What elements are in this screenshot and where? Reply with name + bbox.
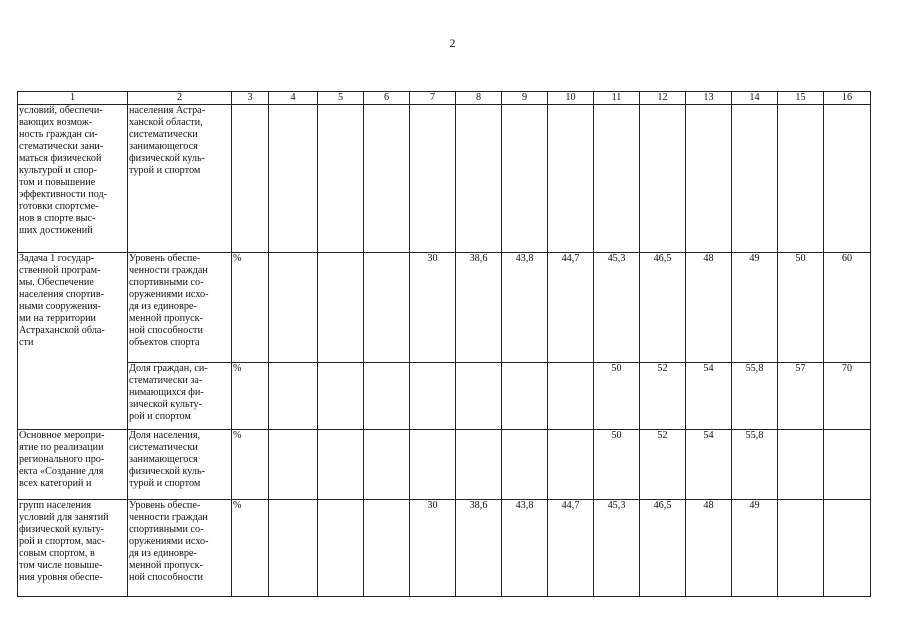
indicators-table	[17, 91, 871, 597]
value-cell	[732, 105, 778, 253]
value-cell	[364, 363, 410, 430]
goal-cell: Основное меропри- ятие по реализации регионального про- екта «Создание для всех категорий и	[18, 430, 128, 500]
value-cell	[364, 430, 410, 500]
value-cell	[364, 253, 410, 363]
indicator-cell: Уровень обеспе- ченности граждан спортивными со- оружениями исхо- дя из единовре- менной пропуск- ной способности объектов спорта	[128, 253, 232, 363]
column-header-11: 11	[594, 92, 640, 105]
value-cell	[456, 105, 502, 253]
goal-cell: Задача 1 государ- ственной програм- мы. Обеспечение населения спортив- ными сооружения- ми на территории Астраханской обла- сти	[18, 253, 128, 430]
value-cell: 57	[778, 363, 824, 430]
value-cell	[548, 363, 594, 430]
table-header-row	[18, 92, 871, 105]
value-cell: 55,8	[732, 430, 778, 500]
value-cell: 45,3	[594, 253, 640, 363]
column-header-3: 3	[232, 92, 269, 105]
column-header-9: 9	[502, 92, 548, 105]
column-header-15: 15	[778, 92, 824, 105]
table-row	[18, 430, 871, 500]
value-cell: 46,5	[640, 253, 686, 363]
value-cell	[778, 430, 824, 500]
value-cell: 52	[640, 363, 686, 430]
column-header-4: 4	[269, 92, 318, 105]
value-cell	[778, 500, 824, 597]
goal-cell: групп населения условий для занятий физической культу- рой и спортом, мас- совым спортом, в том числе повыше- ния уровня обеспе-	[18, 500, 128, 597]
value-cell	[318, 430, 364, 500]
column-header-6: 6	[364, 92, 410, 105]
value-cell	[686, 105, 732, 253]
value-cell: 48	[686, 500, 732, 597]
value-cell	[548, 430, 594, 500]
value-cell	[318, 105, 364, 253]
value-cell: 50	[594, 363, 640, 430]
indicator-cell: Доля населения, систематически занимающегося физической куль- турой и спортом	[128, 430, 232, 500]
value-cell: 43,8	[502, 500, 548, 597]
goal-cell: условий, обеспечи- вающих возмож- ность граждан си- стематически зани- маться физической культурой и спор- том и повышение эффективности под- готовки спортсме- нов в спорте выс- ших достижений	[18, 105, 128, 253]
column-header-5: 5	[318, 92, 364, 105]
value-cell	[410, 363, 456, 430]
value-cell: 60	[824, 253, 871, 363]
value-cell	[269, 105, 318, 253]
value-cell: 38,6	[456, 253, 502, 363]
value-cell: 38,6	[456, 500, 502, 597]
value-cell: 48	[686, 253, 732, 363]
value-cell	[824, 500, 871, 597]
value-cell	[269, 430, 318, 500]
table-row	[18, 363, 871, 430]
unit-cell: %	[232, 430, 269, 500]
value-cell: 44,7	[548, 500, 594, 597]
value-cell	[318, 500, 364, 597]
value-cell: 55,8	[732, 363, 778, 430]
indicator-cell: Уровень обеспе- ченности граждан спортивными со- оружениями исхо- дя из единовре- менной пропуск- ной способности	[128, 500, 232, 597]
value-cell	[456, 430, 502, 500]
table-row	[18, 253, 871, 363]
value-cell: 54	[686, 430, 732, 500]
value-cell	[502, 430, 548, 500]
value-cell: 46,5	[640, 500, 686, 597]
page-number: 2	[449, 36, 456, 50]
value-cell	[318, 363, 364, 430]
value-cell	[269, 253, 318, 363]
column-header-13: 13	[686, 92, 732, 105]
value-cell	[410, 430, 456, 500]
column-header-16: 16	[824, 92, 871, 105]
value-cell: 45,3	[594, 500, 640, 597]
value-cell	[824, 105, 871, 253]
column-header-12: 12	[640, 92, 686, 105]
column-header-14: 14	[732, 92, 778, 105]
value-cell	[824, 430, 871, 500]
value-cell	[548, 105, 594, 253]
value-cell	[502, 105, 548, 253]
value-cell	[269, 363, 318, 430]
value-cell: 50	[594, 430, 640, 500]
value-cell: 30	[410, 253, 456, 363]
value-cell: 54	[686, 363, 732, 430]
value-cell	[318, 253, 364, 363]
value-cell: 30	[410, 500, 456, 597]
value-cell	[778, 105, 824, 253]
unit-cell	[232, 105, 269, 253]
value-cell	[269, 500, 318, 597]
value-cell	[364, 105, 410, 253]
value-cell: 44,7	[548, 253, 594, 363]
table-row	[18, 500, 871, 597]
indicator-cell: населения Астра- ханской области, систематически занимающегося физической куль- турой и спортом	[128, 105, 232, 253]
column-header-10: 10	[548, 92, 594, 105]
value-cell	[456, 363, 502, 430]
column-header-2: 2	[128, 92, 232, 105]
value-cell	[364, 500, 410, 597]
value-cell	[594, 105, 640, 253]
value-cell	[502, 363, 548, 430]
indicator-cell: Доля граждан, си- стематически за- нимающихся фи- зической культу- рой и спортом	[128, 363, 232, 430]
value-cell: 49	[732, 500, 778, 597]
table-row	[18, 105, 871, 253]
value-cell	[640, 105, 686, 253]
value-cell: 49	[732, 253, 778, 363]
unit-cell: %	[232, 500, 269, 597]
column-header-7: 7	[410, 92, 456, 105]
column-header-1: 1	[18, 92, 128, 105]
value-cell: 43,8	[502, 253, 548, 363]
value-cell	[410, 105, 456, 253]
column-header-8: 8	[456, 92, 502, 105]
value-cell: 52	[640, 430, 686, 500]
unit-cell: %	[232, 363, 269, 430]
value-cell: 50	[778, 253, 824, 363]
value-cell: 70	[824, 363, 871, 430]
unit-cell: %	[232, 253, 269, 363]
